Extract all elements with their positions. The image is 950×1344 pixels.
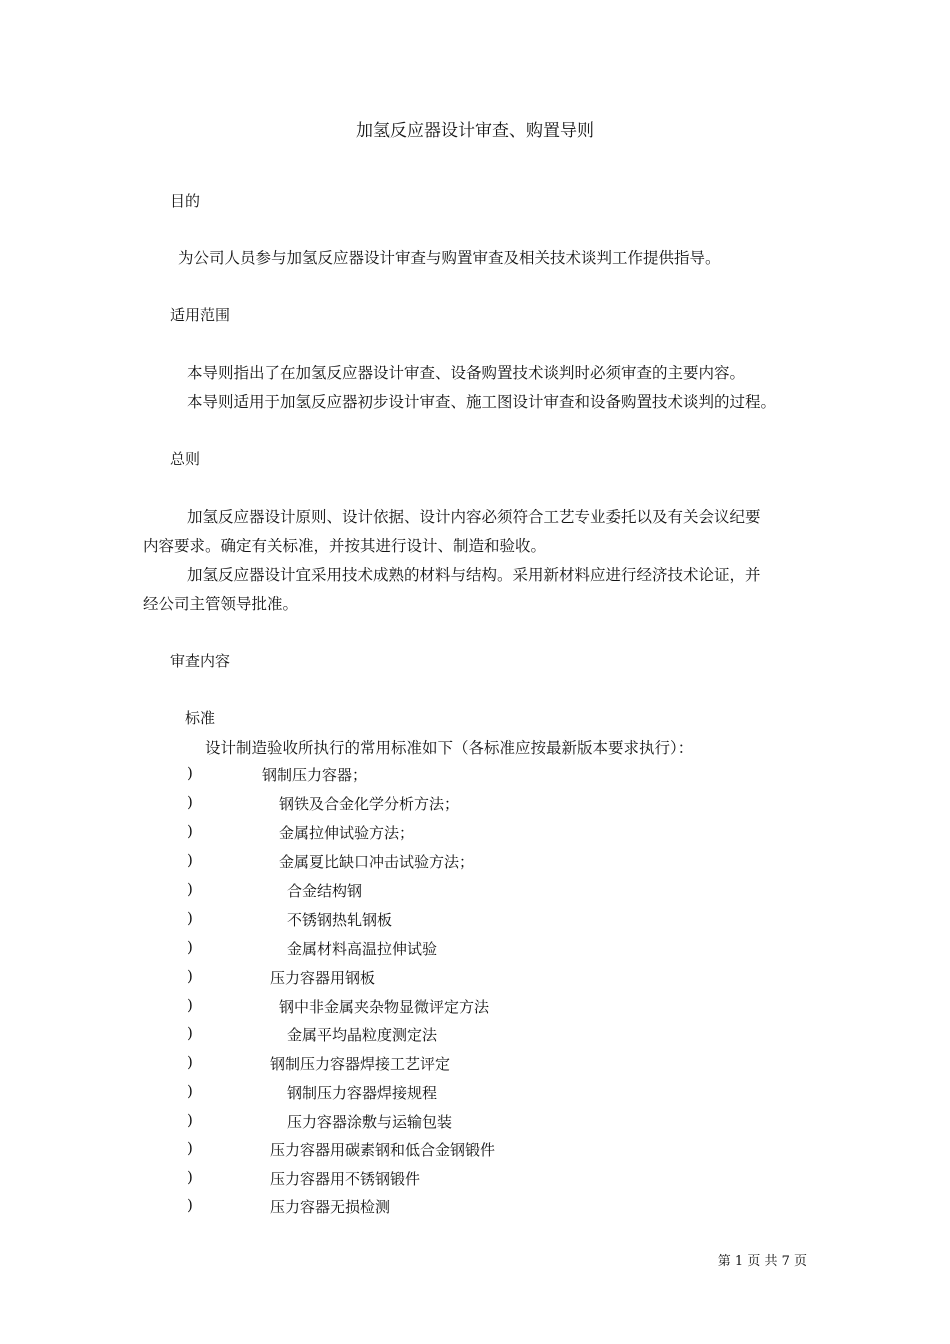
document-title: 加氢反应器设计审查、购置导则: [356, 121, 594, 141]
general-p1-line-1: 加氢反应器设计原则、设计依据、设计内容必须符合工艺专业委托以及有关会议纪要: [187, 508, 761, 526]
list-item-label: 钢中非金属夹杂物显微评定方法: [279, 998, 490, 1016]
list-item-bracket: ): [187, 880, 193, 898]
list-item-bracket: ): [187, 1111, 193, 1129]
page-number: 第 1 页 共 7 页: [717, 1254, 807, 1269]
list-item-bracket: ): [187, 793, 193, 811]
list-item-label: 金属材料高温拉伸试验: [287, 940, 438, 958]
list-item-bracket: ): [187, 938, 193, 956]
list-item-bracket: ): [187, 1053, 193, 1071]
list-item-label: 压力容器用钢板: [270, 969, 376, 987]
list-item-label: 压力容器涂敷与运输包装: [287, 1113, 453, 1131]
subsection-heading-standards: 标准: [185, 709, 216, 727]
purpose-text: 为公司人员参与加氢反应器设计审查与购置审查及相关技术谈判工作提供指导。: [178, 249, 721, 267]
list-item-label: 压力容器无损检测: [270, 1198, 391, 1216]
general-p2-line-1: 加氢反应器设计宜采用技术成熟的材料与结构。采用新材料应进行经济技术论证，并: [187, 566, 761, 584]
list-item-bracket: ): [187, 764, 193, 782]
scope-line-2: 本导则适用于加氢反应器初步设计审查、施工图设计审查和设备购置技术谈判的过程。: [187, 393, 777, 411]
list-item-bracket: ): [187, 996, 193, 1014]
list-item-label: 合金结构钢: [287, 882, 363, 900]
list-item-label: 金属夏比缺口冲击试验方法；: [279, 853, 475, 871]
scope-line-1: 本导则指出了在加氢反应器设计审查、设备购置技术谈判时必须审查的主要内容。: [187, 364, 746, 382]
list-item-bracket: ): [187, 851, 193, 869]
general-p2-line-2: 经公司主管领导批准。: [143, 595, 299, 613]
standards-intro: 设计制造验收所执行的常用标准如下（各标准应按最新版本要求执行）：: [205, 739, 694, 757]
section-heading-review: 审查内容: [170, 652, 231, 670]
list-item-label: 不锈钢热轧钢板: [287, 911, 393, 929]
list-item-bracket: ): [187, 822, 193, 840]
list-item-bracket: ): [187, 1139, 193, 1157]
list-item-bracket: ): [187, 1024, 193, 1042]
section-heading-purpose: 目的: [170, 192, 201, 210]
list-item-label: 压力容器用碳素钢和低合金钢锻件: [270, 1141, 496, 1159]
list-item-label: 金属平均晶粒度测定法: [287, 1026, 438, 1044]
list-item-bracket: ): [187, 1082, 193, 1100]
list-item-label: 钢制压力容器；: [262, 766, 368, 784]
list-item-label: 压力容器用不锈钢锻件: [270, 1170, 421, 1188]
list-item-bracket: ): [187, 909, 193, 927]
list-item-label: 钢制压力容器焊接规程: [287, 1084, 438, 1102]
general-p1-line-2: 内容要求。确定有关标准，并按其进行设计、制造和验收。: [143, 537, 547, 555]
list-item-label: 钢制压力容器焊接工艺评定: [270, 1055, 451, 1073]
list-item-bracket: ): [187, 1168, 193, 1186]
list-item-label: 金属拉伸试验方法；: [279, 824, 415, 842]
list-item-bracket: ): [187, 1196, 193, 1214]
section-heading-scope: 适用范围: [170, 306, 231, 324]
section-heading-general: 总则: [170, 450, 201, 468]
list-item-label: 钢铁及合金化学分析方法；: [279, 795, 460, 813]
list-item-bracket: ): [187, 967, 193, 985]
